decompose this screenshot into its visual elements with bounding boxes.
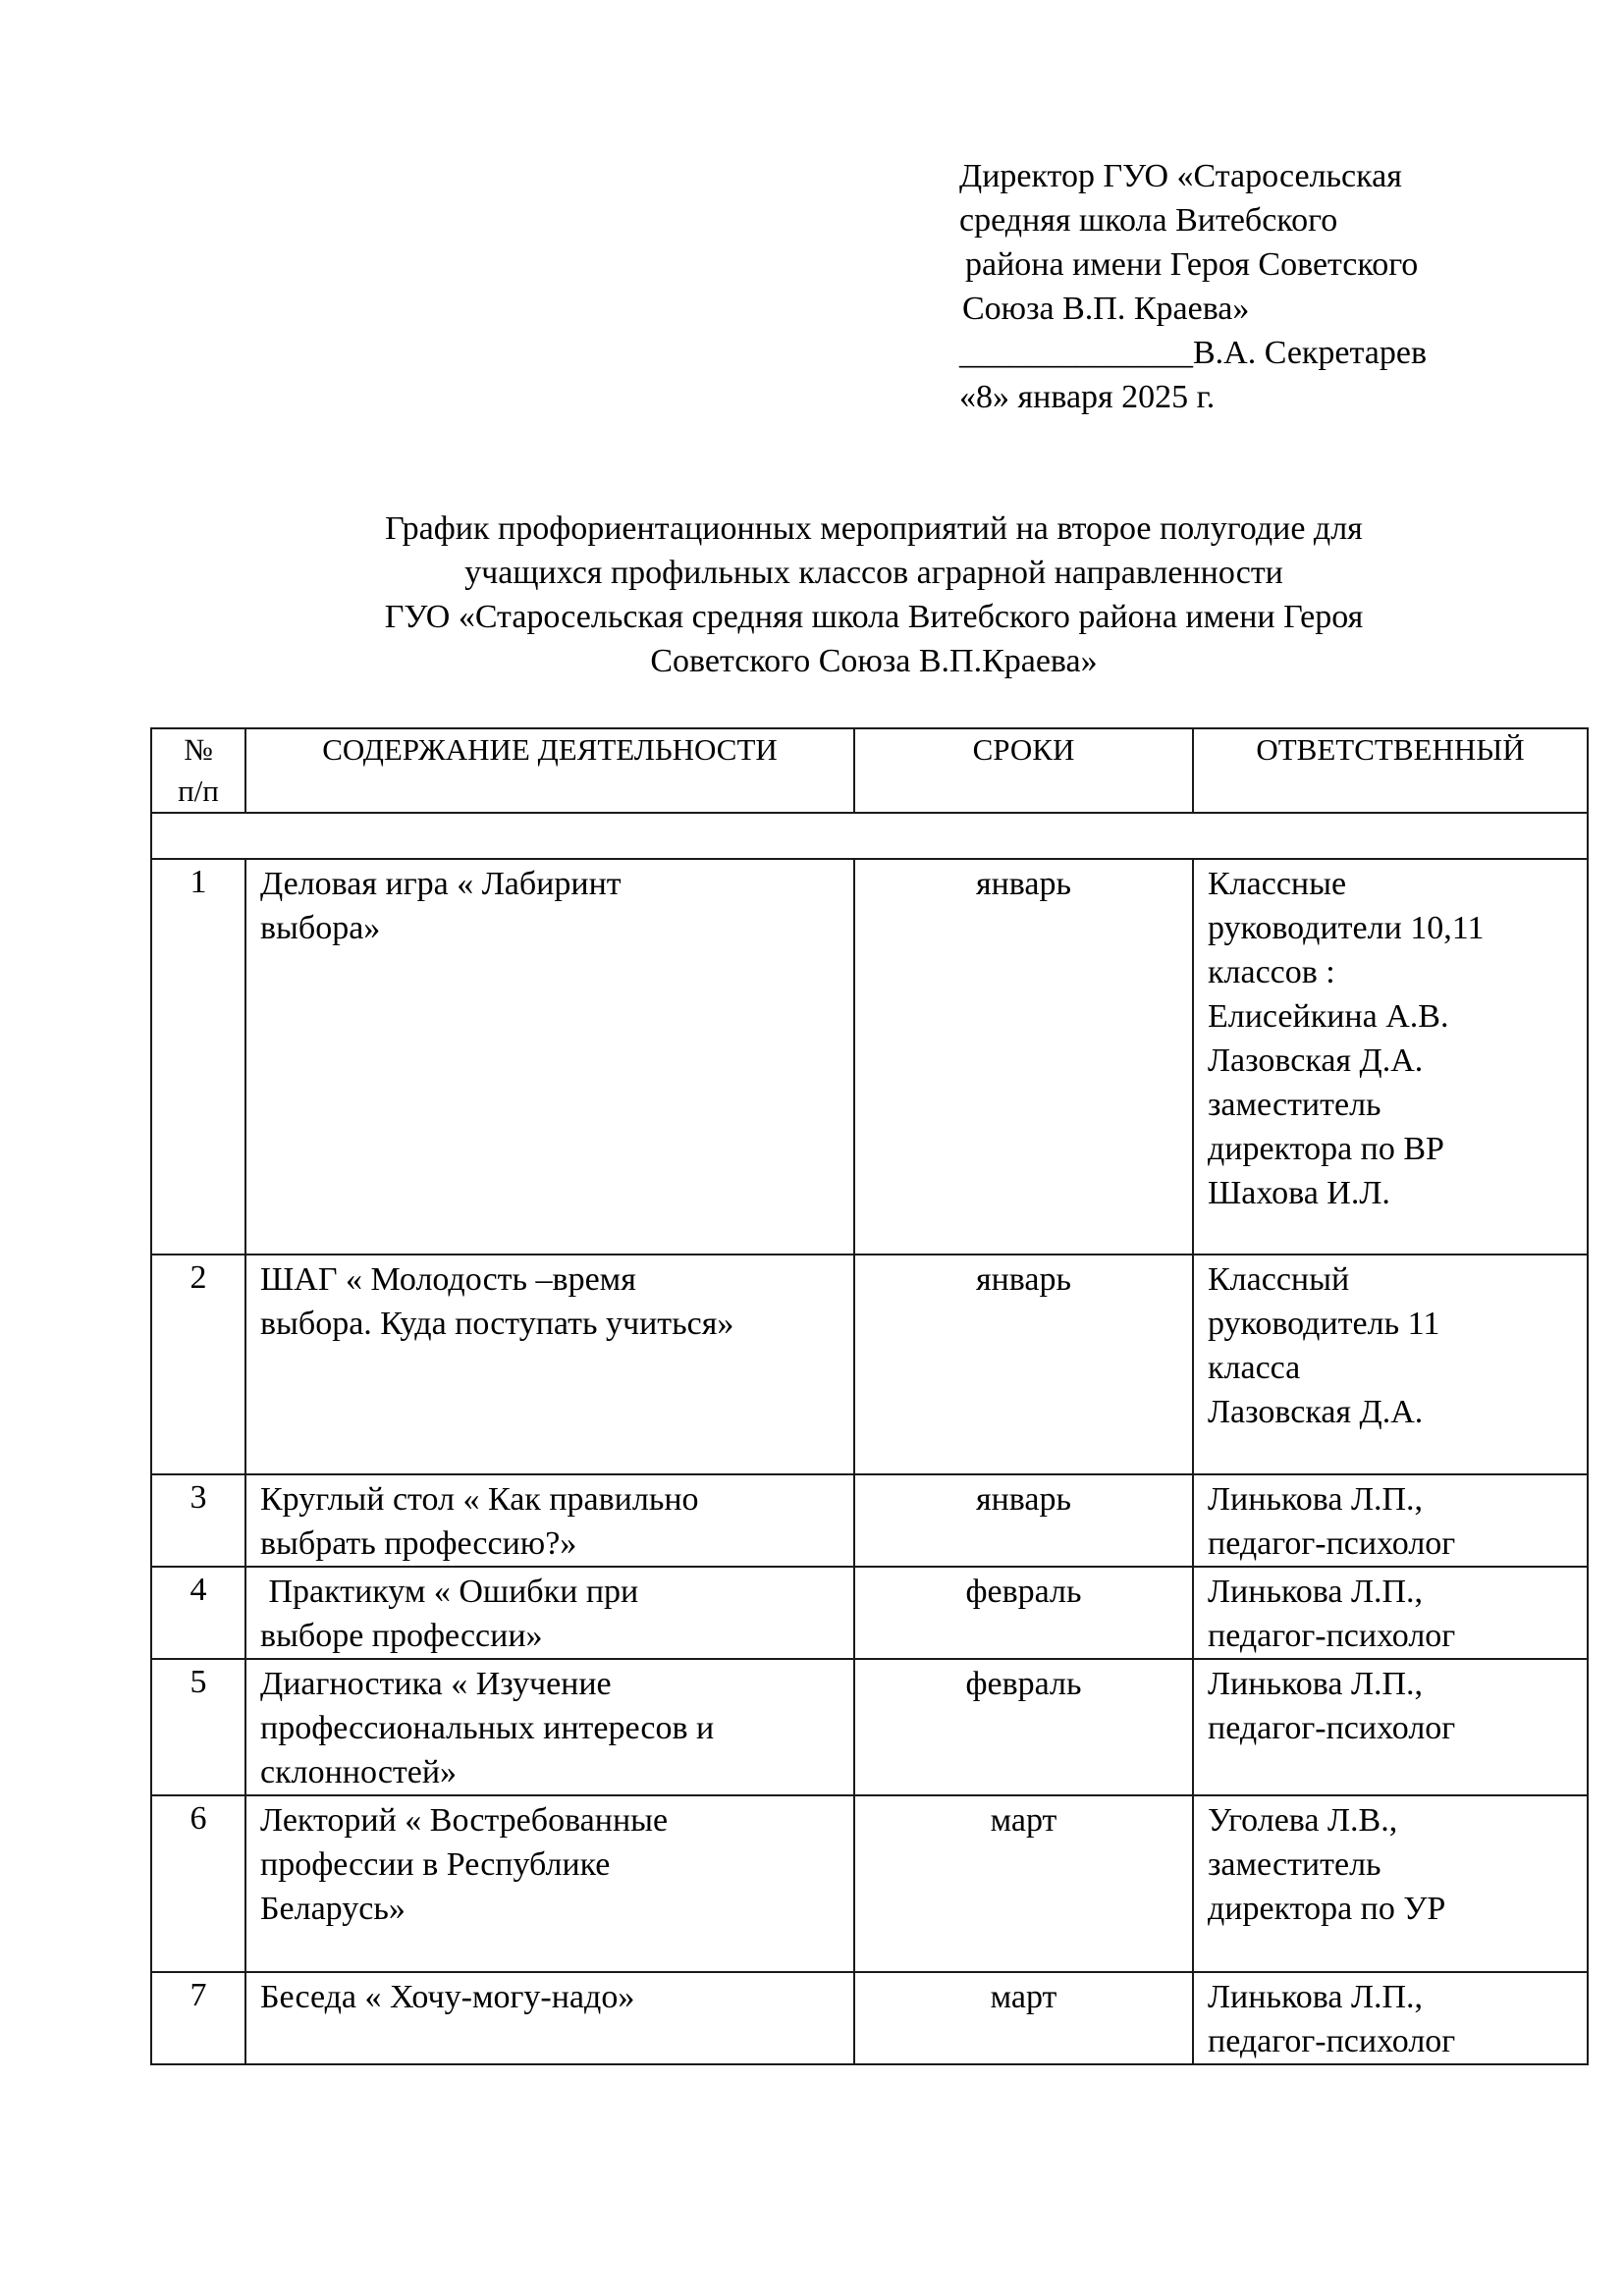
activity-line: Лекторий « Востребованные [260, 1802, 669, 1839]
table-row [151, 1255, 1588, 1474]
approval-line: Союза В.П. Краева» [962, 291, 1250, 327]
header-term: СРОКИ [854, 728, 1193, 813]
header-number-sign: № [184, 732, 213, 767]
header-responsible: ОТВЕТСТВЕННЫЙ [1193, 728, 1588, 813]
responsible-line: Линькова Л.П., [1208, 1666, 1424, 1702]
table-row [151, 859, 1588, 1255]
responsible-line: Классный [1208, 1261, 1350, 1298]
row-number: 5 [151, 1659, 245, 1795]
activity-line: Практикум « Ошибки при [260, 1574, 639, 1610]
table-header-row [151, 728, 1588, 813]
activity-line: выбрать профессию?» [260, 1525, 577, 1562]
title-line: ГУО «Старосельская средняя школа Витебского района имени Героя [384, 599, 1364, 635]
responsible-line: педагог-психолог [1208, 1525, 1456, 1562]
table-row [151, 1972, 1588, 2064]
row-term: февраль [854, 1659, 1193, 1795]
responsible-line: Линькова Л.П., [1208, 1979, 1424, 2015]
row-number: 2 [151, 1255, 245, 1474]
row-term: январь [854, 1474, 1193, 1567]
approval-line: Директор ГУО «Старосельская [959, 158, 1402, 194]
activity-line: Круглый стол « Как правильно [260, 1481, 699, 1518]
row-responsible [1193, 1567, 1588, 1659]
row-activity [245, 1972, 854, 2064]
row-activity [245, 1567, 854, 1659]
document-title [196, 507, 1551, 683]
table-body [151, 859, 1588, 2064]
row-number: 7 [151, 1972, 245, 2064]
responsible-line: Уголева Л.В., [1208, 1802, 1398, 1839]
responsible-line: директора по ВР [1208, 1131, 1444, 1167]
row-responsible [1193, 1474, 1588, 1567]
responsible-line: директора по УР [1208, 1891, 1446, 1927]
responsible-line: Линькова Л.П., [1208, 1574, 1424, 1610]
responsible-line: Классные [1208, 866, 1347, 902]
row-responsible [1193, 1659, 1588, 1795]
approval-block [959, 154, 1568, 419]
responsible-line: руководители 10,11 [1208, 910, 1485, 946]
responsible-line: классов : [1208, 954, 1335, 990]
activity-line: профессиональных интересов и [260, 1710, 715, 1746]
row-activity [245, 1659, 854, 1795]
responsible-line: Елисейкина А.В. [1208, 998, 1449, 1035]
row-responsible [1193, 1795, 1588, 1972]
responsible-line: педагог-психолог [1208, 1618, 1456, 1654]
table-row [151, 1659, 1588, 1795]
responsible-line: руководитель 11 [1208, 1306, 1440, 1342]
row-term: январь [854, 1255, 1193, 1474]
row-term: март [854, 1795, 1193, 1972]
activity-line: ШАГ « Молодость –время [260, 1261, 636, 1298]
approval-line: района имени Героя Советского [965, 246, 1419, 283]
activity-line: выбора. Куда поступать учиться» [260, 1306, 734, 1342]
responsible-line: Лазовская Д.А. [1208, 1042, 1424, 1079]
responsible-line: класса [1208, 1350, 1301, 1386]
header-number [151, 728, 245, 813]
row-responsible [1193, 859, 1588, 1255]
responsible-line: Лазовская Д.А. [1208, 1394, 1424, 1430]
row-number: 3 [151, 1474, 245, 1567]
activity-line: Беларусь» [260, 1891, 406, 1927]
title-line: учащихся профильных классов аграрной направленности [464, 555, 1283, 591]
table-row [151, 1795, 1588, 1972]
activity-line: Беседа « Хочу-могу-надо» [260, 1979, 635, 2015]
activity-line: выбора» [260, 910, 381, 946]
empty-separator-row [151, 813, 1588, 859]
row-term: март [854, 1972, 1193, 2064]
responsible-line: Шахова И.Л. [1208, 1175, 1390, 1211]
title-line: Советского Союза В.П.Краева» [650, 643, 1098, 679]
responsible-line: педагог-психолог [1208, 1710, 1456, 1746]
row-term: январь [854, 859, 1193, 1255]
header-number-pp: п/п [178, 774, 219, 808]
responsible-line: Линькова Л.П., [1208, 1481, 1424, 1518]
row-term: февраль [854, 1567, 1193, 1659]
row-activity [245, 1795, 854, 1972]
row-activity [245, 1255, 854, 1474]
row-activity [245, 859, 854, 1255]
table-row [151, 1474, 1588, 1567]
row-responsible [1193, 1255, 1588, 1474]
approval-line: средняя школа Витебского [959, 202, 1338, 239]
title-line: График профориентационных мероприятий на второе полугодие для [385, 510, 1363, 547]
responsible-line: заместитель [1208, 1087, 1381, 1123]
activity-line: Диагностика « Изучение [260, 1666, 612, 1702]
table-row [151, 1567, 1588, 1659]
row-activity [245, 1474, 854, 1567]
row-number: 4 [151, 1567, 245, 1659]
activity-line: выборе профессии» [260, 1618, 543, 1654]
header-activity: СОДЕРЖАНИЕ ДЕЯТЕЛЬНОСТИ [245, 728, 854, 813]
schedule-table [150, 727, 1589, 2065]
activity-line: профессии в Республике [260, 1846, 611, 1883]
row-responsible [1193, 1972, 1588, 2064]
approval-signature-line: ______________В.А. Секретарев [959, 335, 1428, 371]
responsible-line: педагог-психолог [1208, 2023, 1456, 2059]
row-number: 6 [151, 1795, 245, 1972]
responsible-line: заместитель [1208, 1846, 1381, 1883]
approval-date: «8» января 2025 г. [959, 379, 1216, 415]
activity-line: Деловая игра « Лабиринт [260, 866, 622, 902]
activity-line: склонностей» [260, 1754, 458, 1790]
empty-cell [151, 813, 1588, 859]
row-number: 1 [151, 859, 245, 1255]
